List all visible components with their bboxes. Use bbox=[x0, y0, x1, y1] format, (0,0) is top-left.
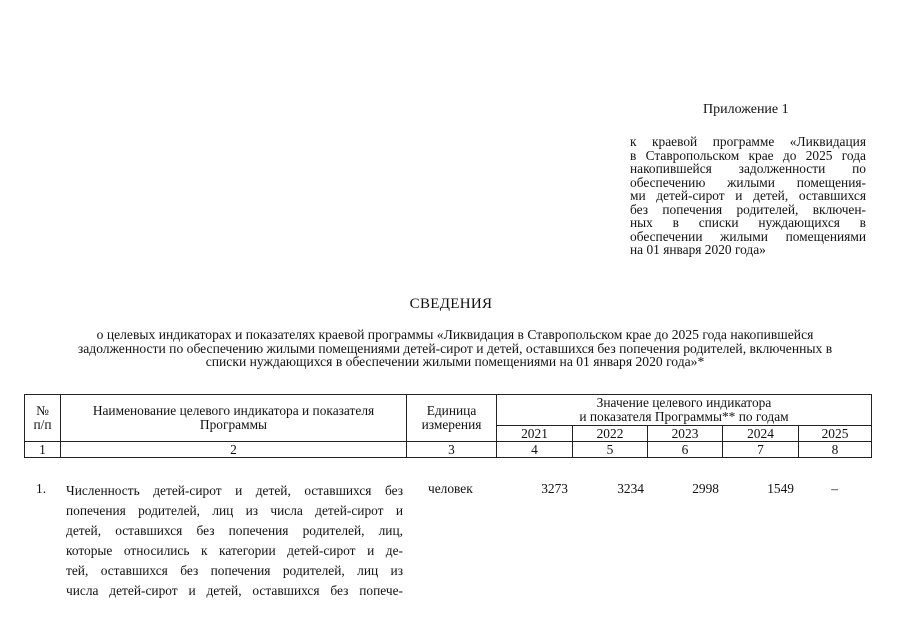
appendix-line: к краевой программе «Ликвидация bbox=[630, 134, 866, 149]
appendix-title: Приложение 1 bbox=[703, 102, 789, 117]
header-values bbox=[497, 395, 872, 426]
header-unit-line2: измерения bbox=[421, 417, 482, 432]
header-values-line2: и показателя Программы** по годам bbox=[579, 409, 789, 424]
row-name-line: детей, оставшихся без попечения родителей, лиц, bbox=[66, 523, 403, 538]
row-unit: человек bbox=[428, 481, 473, 496]
header-year: 2022 bbox=[573, 426, 648, 442]
header-year: 2023 bbox=[648, 426, 723, 442]
appendix-line: ми детей-сирот и детей, оставшихся bbox=[630, 188, 866, 203]
header-year: 2021 bbox=[497, 426, 573, 442]
header-name-line2: Программы bbox=[199, 417, 268, 432]
appendix-line: обеспечении жилыми помещениями bbox=[630, 228, 866, 244]
header-unit-line1: Единица bbox=[426, 403, 477, 418]
appendix-reference bbox=[630, 135, 866, 257]
appendix-line: ных в списки нуждающихся в bbox=[630, 215, 866, 230]
header-values-line1: Значение целевого индикатора bbox=[596, 395, 772, 410]
column-number: 7 bbox=[723, 442, 799, 458]
row-value-2022: 3234 bbox=[617, 481, 644, 496]
appendix-line: накопившейся задолженности по bbox=[630, 161, 866, 176]
column-number: 4 bbox=[497, 442, 573, 458]
header-indicator-name bbox=[61, 395, 407, 442]
appendix-line: без попечения родителей, включен- bbox=[630, 201, 866, 217]
row-name-line: тей, оставшихся без попечения родителей, лиц из bbox=[66, 563, 403, 578]
row-name-line: попечения родителей, лиц из числа детей-сирот и bbox=[66, 503, 403, 518]
header-name-line1: Наименование целевого индикатора и показателя bbox=[92, 403, 375, 418]
document-subtitle bbox=[30, 328, 880, 369]
header-year: 2024 bbox=[723, 426, 799, 442]
row-name-line: Численность детей-сирот и детей, оставшихся без bbox=[66, 483, 403, 498]
row-number: 1. bbox=[36, 481, 47, 496]
subtitle-line: списки нуждающихся в обеспечении жилыми помещениями на 01 января 2020 года»* bbox=[205, 354, 705, 369]
appendix-line: обеспечению жилыми помещения- bbox=[630, 174, 866, 190]
header-number bbox=[25, 395, 61, 442]
row-value-2021: 3273 bbox=[541, 481, 568, 496]
row-indicator-name bbox=[66, 481, 403, 601]
column-number: 1 bbox=[25, 442, 61, 458]
row-name-line: которые относились к категории детей-сирот и де- bbox=[66, 543, 403, 558]
header-year: 2025 bbox=[799, 426, 872, 442]
header-number-line1: № bbox=[36, 403, 49, 418]
header-number-line2: п/п bbox=[33, 417, 52, 432]
row-value-2025: – bbox=[831, 481, 838, 496]
column-number: 2 bbox=[61, 442, 407, 458]
row-value-2023: 2998 bbox=[692, 481, 719, 496]
subtitle-line: задолженности по обеспечению жилыми помещениями детей-сирот и детей, оставшихся без попечения родителей, включенных в bbox=[77, 340, 833, 356]
row-name-line: числа детей-сирот и детей, оставшихся без попече- bbox=[66, 583, 403, 598]
document-title: СВЕДЕНИЯ bbox=[409, 296, 493, 312]
appendix-line: на 01 января 2020 года» bbox=[630, 242, 766, 257]
subtitle-line: о целевых индикаторах и показателях краевой программы «Ликвидация в Ставропольском крае до 2025 года накопившейся bbox=[96, 327, 814, 342]
header-unit bbox=[407, 395, 497, 442]
appendix-line: в Ставропольском крае до 2025 года bbox=[630, 147, 866, 163]
indicators-table-header bbox=[24, 394, 872, 458]
column-number: 3 bbox=[407, 442, 497, 458]
column-number: 6 bbox=[648, 442, 723, 458]
column-number: 5 bbox=[573, 442, 648, 458]
row-value-2024: 1549 bbox=[767, 481, 794, 496]
column-number: 8 bbox=[799, 442, 872, 458]
table-row bbox=[0, 481, 902, 598]
